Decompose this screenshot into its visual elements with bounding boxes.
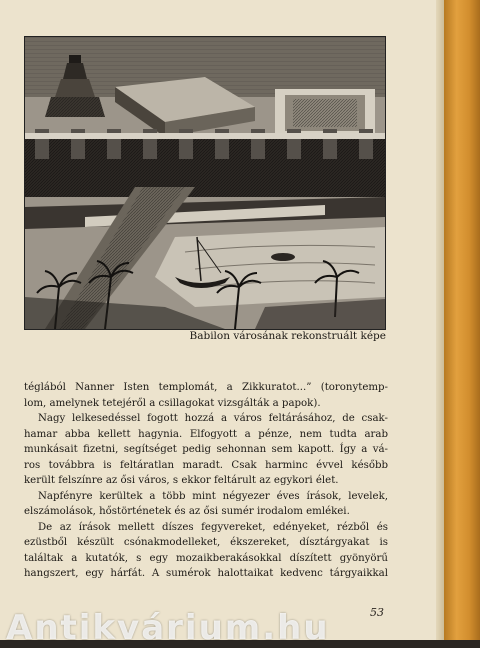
text-line: találtak a kutatók, s egy mozaikberakásokkal díszített gyönyörű — [24, 552, 388, 564]
page-edge — [436, 0, 444, 640]
text-line: elszámolások, hőstörténetek és az ősi sumér irodalom emlékei. — [24, 506, 350, 517]
page-number: 53 — [370, 606, 384, 619]
illustration-caption: Babilon városának rekonstruált képe — [189, 330, 386, 342]
book-cover-edge — [444, 0, 480, 640]
text-line: Nagy lelkesedéssel fogott hozzá a város feltárásához, de csak- — [38, 413, 388, 424]
text-line: hamar abba kellett hagynia. Elfogyott a pénze, nem tudta arab — [24, 428, 388, 440]
text-line: Napfényre kerültek a több mint négyezer éves írások, levelek, — [38, 490, 388, 502]
text-line: hangszert, egy hárfát. A sumérok halottaikat kedvenc tárgyaikkal — [24, 568, 388, 579]
babylon-city-engraving — [25, 37, 385, 329]
text-line: De az írások mellett díszes fegyvereket, edényeket, rézből és — [38, 521, 388, 533]
text-line: munkásait fizetni, segítséget pedig sehonnan sem kapott. Így a vá- — [24, 444, 388, 455]
text-line: téglából Nanner Isten templomát, a Zikkuratot...” (toronytemp- — [24, 382, 388, 393]
text-line: került felszínre az ősi város, s ekkor feltárult az egykori élet. — [24, 475, 339, 486]
body-text — [24, 380, 388, 582]
text-line: ezüstből készült csónakmodelleket, ékszereket, dísztárgyakat is — [24, 537, 388, 548]
text-line: lom, amelynek tetejéről a csillagokat vizsgálták a papok). — [24, 397, 321, 409]
watermark: Antikvárium.hu — [6, 608, 330, 648]
text-line: ros továbbra is feltáratlan maradt. Csak harminc évvel később — [24, 459, 388, 471]
babylon-illustration — [24, 36, 386, 330]
